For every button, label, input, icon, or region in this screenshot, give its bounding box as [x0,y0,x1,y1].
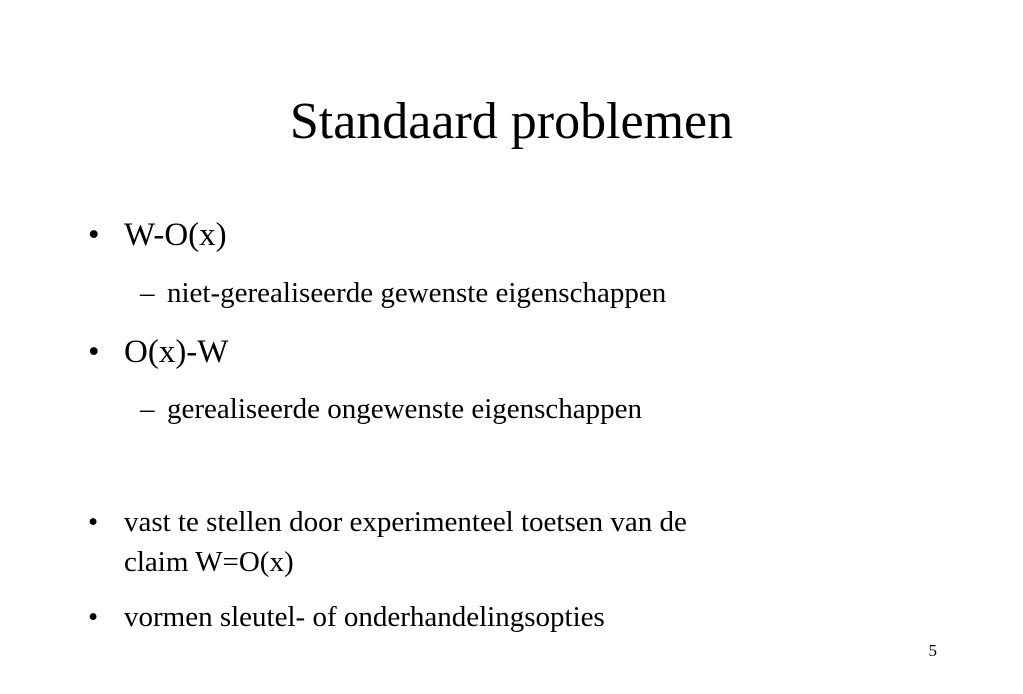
bullet-text [124,502,687,582]
sub-bullet-marker: – [140,393,155,425]
bullet-text: O(x)-W [124,334,229,370]
bullet-marker: • [88,506,99,538]
bullet-text-line: vast te stellen door experimenteel toetsen van de [124,506,687,538]
bullet-marker: • [88,217,100,253]
sub-bullet-text: niet-gerealiseerde gewenste eigenschappen [167,277,667,309]
bullet-text-line: claim W=O(x) [124,546,294,578]
slide-title: Standaard problemen [289,93,734,150]
bullet-text: W-O(x) [124,217,227,253]
bullet-text: vormen sleutel- of onderhandelingsopties [124,601,605,633]
sub-bullet-marker: – [140,277,155,309]
bullet-marker: • [88,334,100,370]
bullet-marker: • [88,601,99,633]
sub-bullet-text: gerealiseerde ongewenste eigenschappen [167,393,643,425]
page-number: 5 [928,641,937,660]
